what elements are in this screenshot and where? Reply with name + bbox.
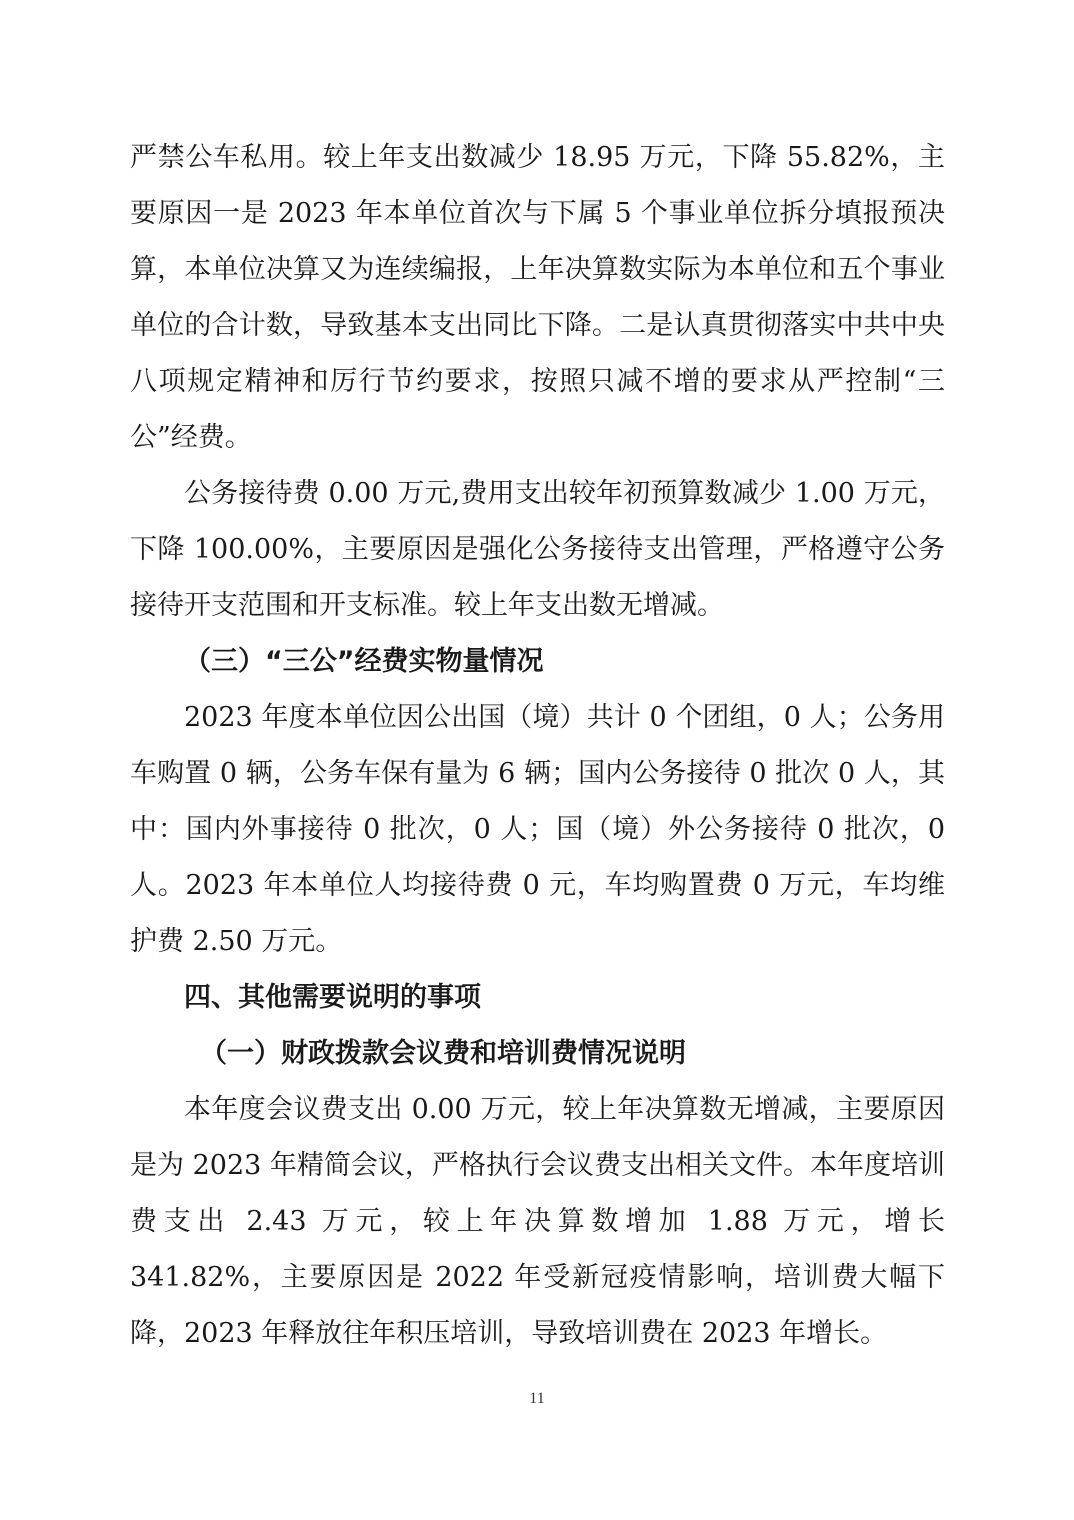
- heading-meeting-training: （一）财政拨款会议费和培训费情况说明: [200, 1038, 686, 1069]
- paragraph-reception-expense: 公务接待费 0.00 万元,费用支出较年初预算数减少 1.00 万元，下降 100.00%，主要原因是强化公务接待支出管理，严格遵守公务接待开支范围和开支标准。较上年支出数无增减。: [130, 478, 945, 621]
- heading-three-public-quantities: （三）“三公”经费实物量情况: [184, 646, 544, 677]
- document-body: [130, 130, 945, 1362]
- paragraph-quantities-detail: 2023 年度本单位因公出国（境）共计 0 个团组，0 人；公务用车购置 0 辆，公务车保有量为 6 辆；国内公务接待 0 批次 0 人，其中：国内外事接待 0 批次，0 人；国（境）外公务接待 0 批次，0 人。2023 年本单位人均接待费 0 元，车均购置费 0 万元，车均维护费 2.50 万元。: [130, 702, 945, 957]
- heading-other-matters: 四、其他需要说明的事项: [184, 982, 481, 1013]
- page-number: 11: [529, 1390, 545, 1407]
- paragraph-meeting-training-detail: 本年度会议费支出 0.00 万元，较上年决算数无增减，主要原因是为 2023 年精简会议，严格执行会议费支出相关文件。本年度培训费支出 2.43 万元，较上年决算数增加 1.88 万元，增长 341.82%，主要原因是 2022 年受新冠疫情影响，培训费大幅下降，2023 年释放往年积压培训，导致培训费在 2023 年增长。: [130, 1094, 945, 1349]
- paragraph-vehicle-expense: 严禁公车私用。较上年支出数减少 18.95 万元，下降 55.82%，主要原因一是 2023 年本单位首次与下属 5 个事业单位拆分填报预决算，本单位决算又为连续编报，上年决算数实际为本单位和五个事业单位的合计数，导致基本支出同比下降。二是认真贯彻落实中共中央八项规定精神和厉行节约要求，按照只减不增的要求从严控制“三公”经费。: [130, 142, 945, 453]
